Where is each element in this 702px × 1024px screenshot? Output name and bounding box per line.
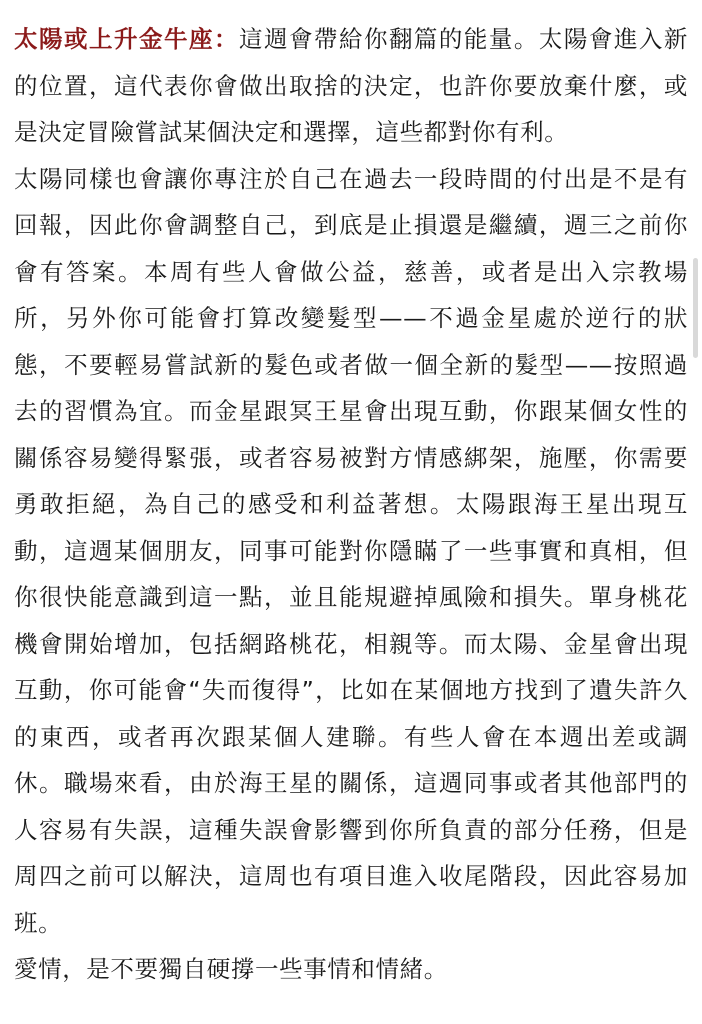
intro-text: 這週會帶給你翻篇的能量。太陽會進入新的位置，這代表你會做出取捨的決定，也許你要放棄什麼，或是決定冒險嘗試某個決定和選擇，這些都對你有利。 [14, 25, 688, 146]
horoscope-paragraph-love: 愛情，是不要獨自硬撐一些事情和情緒。 [14, 955, 448, 983]
horoscope-paragraph-intro [14, 16, 688, 156]
scrollbar-thumb[interactable] [693, 258, 698, 358]
sign-heading: 太陽或上升金牛座： [14, 25, 239, 53]
horoscope-paragraph-details: 太陽同樣也會讓你專注於自己在過去一段時間的付出是不是有回報，因此你會調整自己，到底是止損還是繼續，週三之前你會有答案。本周有些人會做公益，慈善，或者是出入宗教場所，另外你可能會打算改變髮型——不過金星處於逆行的狀態，不要輕易嘗試新的髮色或者做一個全新的髮型——按照過去的習慣為宜。而金星跟冥王星會出現互動，你跟某個女性的關係容易變得緊張，或者容易被對方情感綁架，施壓，你需要勇敢拒絕，為自己的感受和利益著想。太陽跟海王星出現互動，這週某個朋友，同事可能對你隱瞞了一些事實和真相，但你很快能意識到這一點，並且能規避掉風險和損失。單身桃花機會開始增加，包括網路桃花，相親等。而太陽、金星會出現互動，你可能會“失而復得”，比如在某個地方找到了遺失許久的東西，或者再次跟某個人建聯。有些人會在本週出差或調休。職場來看，由於海王星的關係，這週同事或者其他部門的人容易有失誤，這種失誤會影響到你所負責的部分任務，但是周四之前可以解決，這周也有項目進入收尾階段，因此容易加班。 [14, 164, 688, 937]
